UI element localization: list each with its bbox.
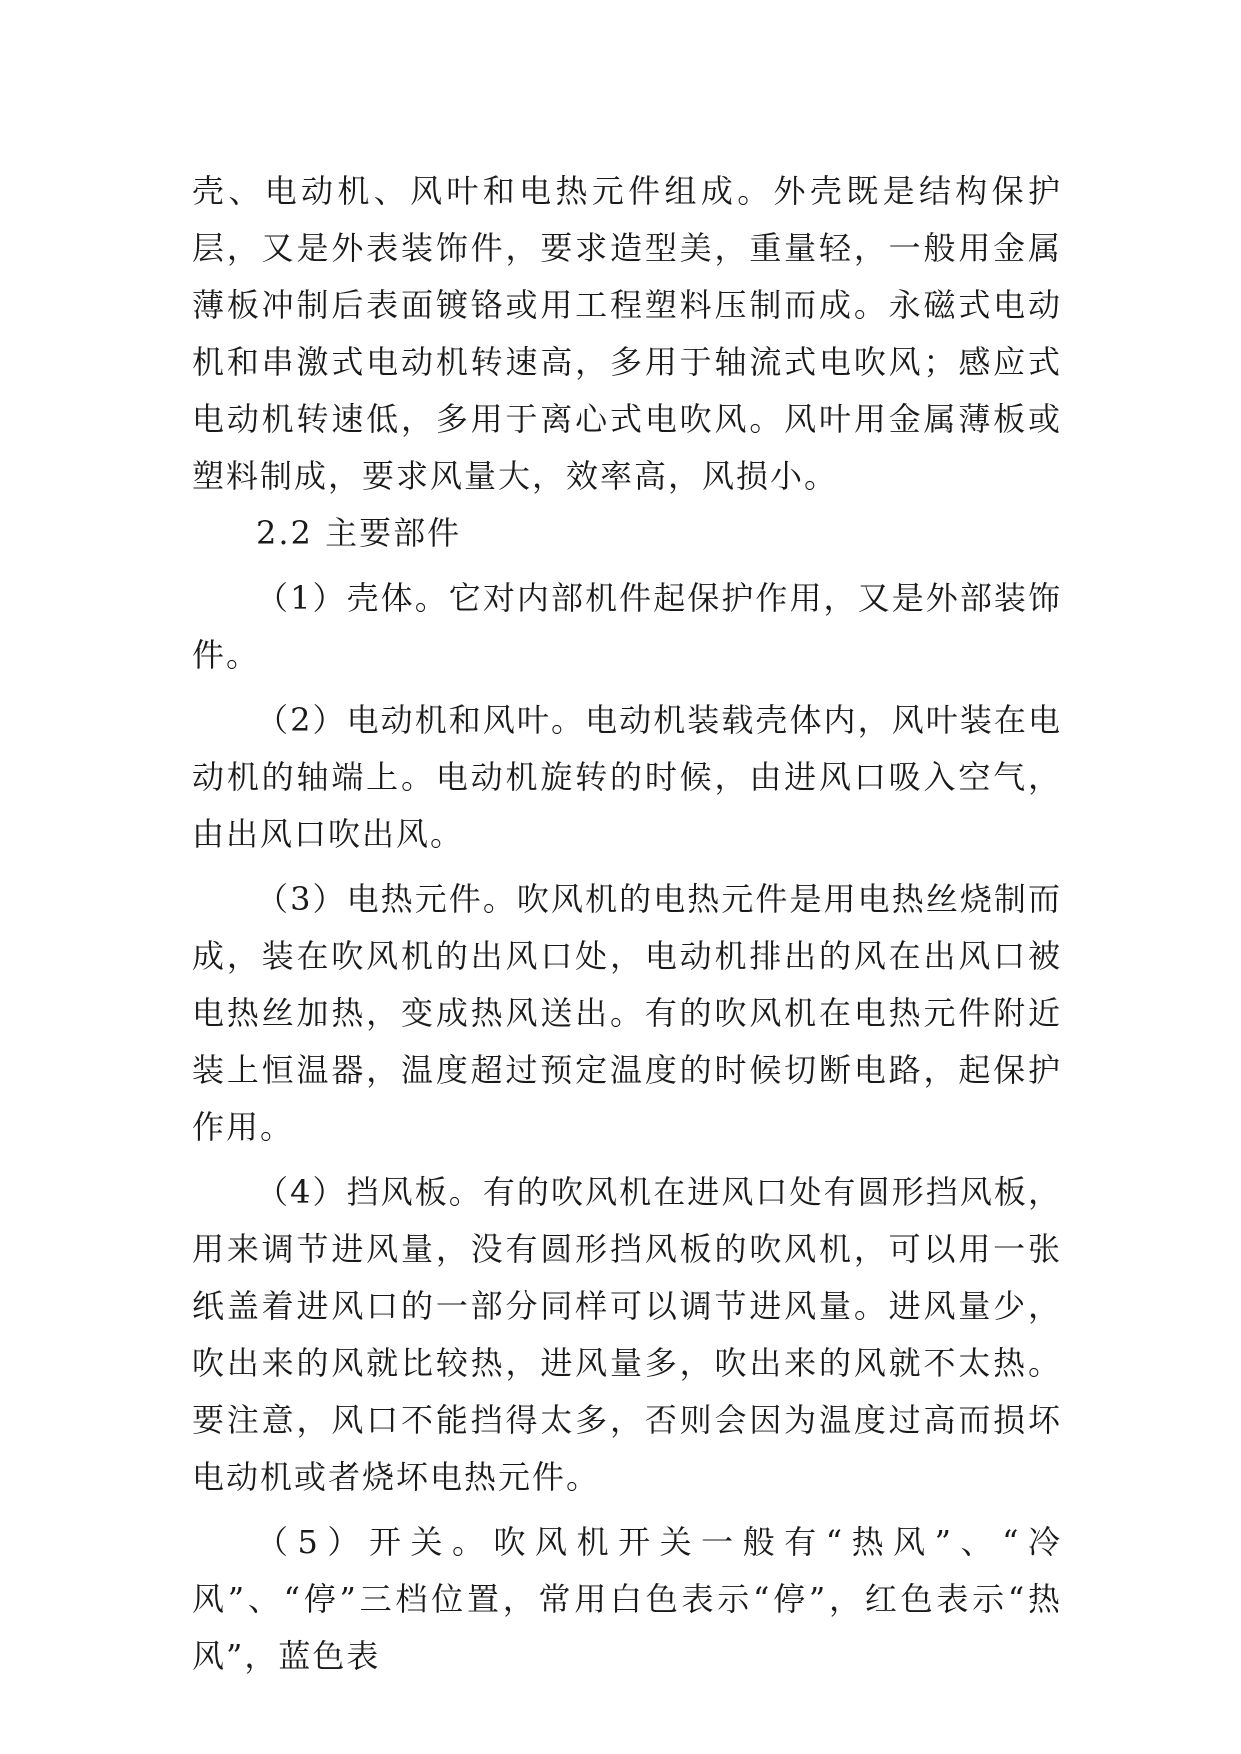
item-3-paragraph: （3）电热元件。吹风机的电热元件是用电热丝烧制而成，装在吹风机的出风口处，电动机排出的风在出风口被电热丝加热，变成热风送出。有的吹风机在电热元件附近装上恒温器，温度超过预定温度的时候切断电路，起保护作用。	[192, 880, 1062, 1146]
item-4-paragraph: （4）挡风板。有的吹风机在进风口处有圆形挡风板，用来调节进风量，没有圆形挡风板的吹风机，可以用一张纸盖着进风口的一部分同样可以调节进风量。进风量少，吹出来的风就比较热，进风量多，吹出来的风就不太热。要注意，风口不能挡得太多，否则会因为温度过高而损坏电动机或者烧坏电热元件。	[192, 1173, 1062, 1496]
document-body	[192, 163, 1062, 1685]
item-5-paragraph: （5）开关。吹风机开关一般有“热风”、“冷风”、“停”三档位置，常用白色表示“停”，红色表示“热风”，蓝色表	[192, 1523, 1062, 1675]
intro-paragraph: 壳、电动机、风叶和电热元件组成。外壳既是结构保护层，又是外表装饰件，要求造型美，重量轻，一般用金属薄板冲制后表面镀铬或用工程塑料压制而成。永磁式电动机和串激式电动机转速高，多用于轴流式电吹风；感应式电动机转速低，多用于离心式电吹风。风叶用金属薄板或塑料制成，要求风量大，效率高，风损小。	[192, 172, 1062, 495]
item-2-paragraph: （2）电动机和风叶。电动机装载壳体内，风叶装在电动机的轴端上。电动机旋转的时候，由进风口吸入空气，由出风口吹出风。	[192, 701, 1062, 853]
section-heading: 2.2 主要部件	[256, 514, 462, 552]
item-1-paragraph: （1）壳体。它对内部机件起保护作用，又是外部装饰件。	[192, 579, 1062, 674]
